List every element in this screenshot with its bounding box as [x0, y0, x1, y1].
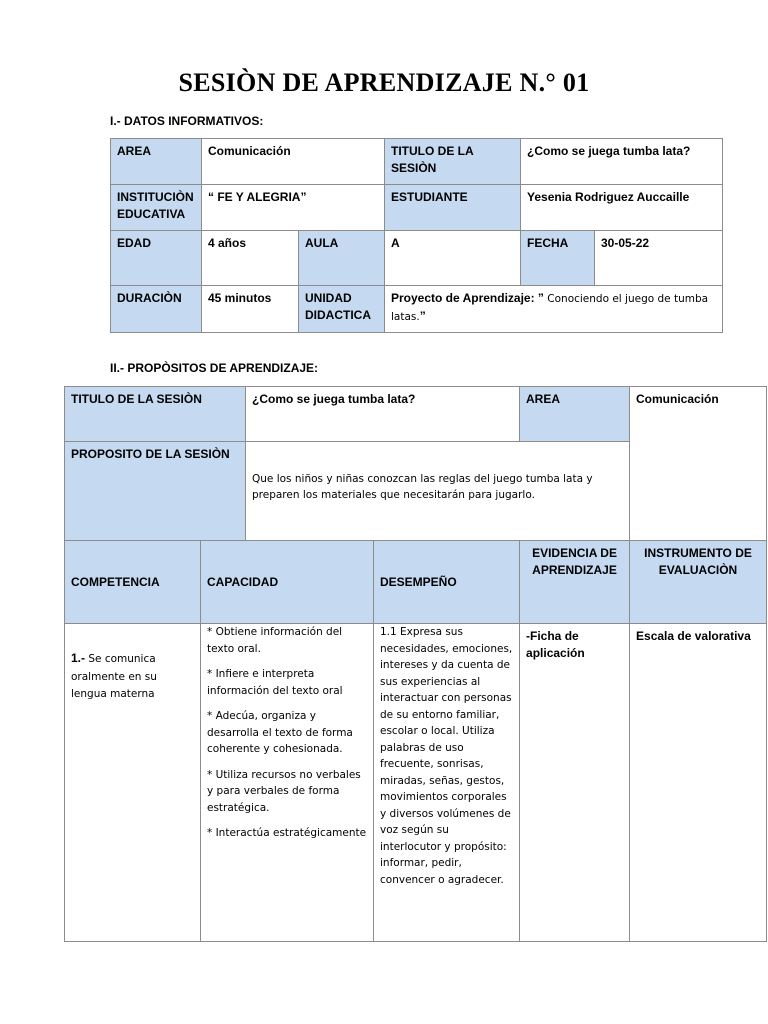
proyecto-value: Conociendo el juego de tumba latas.	[391, 293, 709, 323]
instrumento-cell: Escala de valorativa	[630, 624, 767, 942]
capacidad-header: CAPACIDAD	[201, 541, 374, 624]
area-value-2: Comunicación	[630, 387, 767, 541]
capacidad-item: * Obtiene información del texto oral.	[207, 626, 343, 655]
competencia-cell	[65, 624, 201, 942]
titulo-label: TITULO DE LA SESIÒN	[385, 139, 521, 185]
duracion-value: 45 minutos	[202, 286, 299, 333]
area-label-2: AREA	[520, 387, 630, 442]
duracion-label: DURACIÒN	[111, 286, 202, 333]
propositos-table	[64, 386, 767, 942]
section-heading-datos: I.- DATOS INFORMATIVOS:	[110, 114, 264, 128]
section-heading-propositos: II.- PROPÒSITOS DE APRENDIZAJE:	[110, 361, 319, 375]
area-value: Comunicación	[202, 139, 385, 185]
competencia-num: 1.-	[71, 651, 86, 665]
capacidad-cell	[201, 624, 374, 942]
proyecto-cell	[385, 286, 723, 333]
capacidad-item: * Interactúa estratégicamente	[207, 827, 367, 839]
capacidad-item: * Infiere e interpreta información del texto oral	[207, 668, 343, 697]
page-title: SESIÒN DE APRENDIZAJE N.° 01	[178, 68, 590, 97]
unidad-label: UNIDAD DIDACTICA	[299, 286, 385, 333]
institucion-label: INSTITUCIÒN EDUCATIVA	[111, 185, 202, 231]
institucion-value: “ FE Y ALEGRIA”	[202, 185, 385, 231]
titulo-value: ¿Como se juega tumba lata?	[521, 139, 723, 185]
titulo-sesion-value: ¿Como se juega tumba lata?	[246, 387, 520, 442]
aula-label: AULA	[299, 231, 385, 286]
desempeno-cell: 1.1 Expresa sus necesidades, emociones, intereses y da cuenta de sus experiencias al interactuar con personas de su entorno familiar, escolar o local. Utiliza palabras de uso frecuente, sonrisas, miradas, señas, gestos, movimientos corporales y diversos volúmenes de voz según su interlocutor y propósito: informar, pedir, convencer o agradecer.	[374, 624, 520, 942]
proyecto-label: Proyecto de Aprendizaje: ”	[391, 291, 544, 305]
estudiante-label: ESTUDIANTE	[385, 185, 521, 231]
instrumento-header: INSTRUMENTO DE EVALUACIÒN	[630, 541, 767, 624]
evidencia-header: EVIDENCIA DE APRENDIZAJE	[520, 541, 630, 624]
capacidad-item: * Adecúa, organiza y desarrolla el texto de forma coherente y cohesionada.	[207, 710, 353, 755]
desempeno-header: DESEMPEÑO	[374, 541, 520, 624]
proposito-label: PROPOSITO DE LA SESIÒN	[65, 442, 246, 541]
aula-value: A	[385, 231, 521, 286]
fecha-label: FECHA	[521, 231, 595, 286]
fecha-value: 30-05-22	[595, 231, 723, 286]
titulo-sesion-label: TITULO DE LA SESIÒN	[65, 387, 246, 442]
edad-label: EDAD	[111, 231, 202, 286]
competencia-text: Se comunica oralmente en su lengua materna	[71, 653, 157, 700]
edad-value: 4 años	[202, 231, 299, 286]
competencia-header: COMPETENCIA	[65, 541, 201, 624]
proyecto-end: ”	[419, 308, 426, 323]
estudiante-value: Yesenia Rodriguez Auccaille	[521, 185, 723, 231]
area-label: AREA	[111, 139, 202, 185]
evidencia-cell: -Ficha de aplicación	[520, 624, 630, 942]
datos-informativos-table	[110, 138, 723, 333]
proposito-value: Que los niños y niñas conozcan las reglas del juego tumba lata y preparen los materiales que necesitarán para jugarlo.	[246, 442, 630, 541]
capacidad-item: * Utiliza recursos no verbales y para verbales de forma estratégica.	[207, 768, 361, 814]
